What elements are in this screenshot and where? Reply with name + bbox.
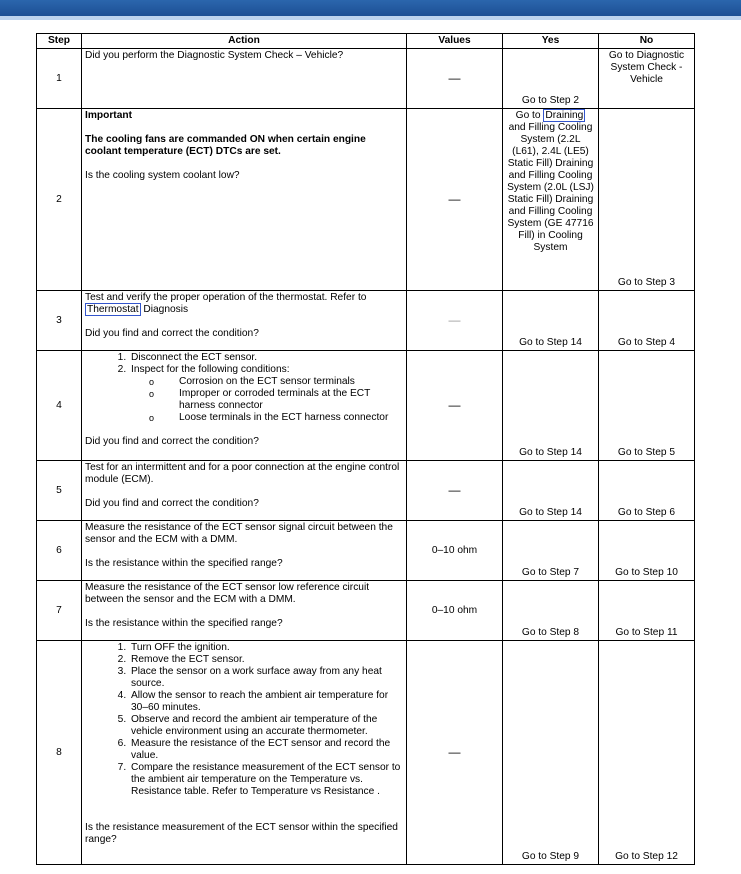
- table-row: [37, 291, 695, 351]
- sub-list-item: o Loose terminals in the ECT harness connector: [175, 412, 403, 424]
- step-number: 2: [37, 109, 82, 291]
- step-number: 1: [37, 49, 82, 109]
- yes-cell: Go to Step 2: [503, 49, 599, 109]
- no-cell: Go to Step 10: [599, 521, 695, 581]
- question-text: Is the resistance within the specified range?: [85, 618, 283, 629]
- yes-cell: Go to Step 8: [503, 581, 599, 641]
- action-cell: [82, 291, 407, 351]
- table-row: [37, 641, 695, 865]
- question-text: Did you find and correct the condition?: [85, 436, 259, 447]
- question-text: Did you find and correct the condition?: [85, 328, 259, 339]
- action-text-end: Diagnosis: [143, 304, 189, 315]
- values-text: —: [448, 70, 461, 85]
- step-number: 8: [37, 641, 82, 865]
- action-cell: [82, 641, 407, 865]
- table-row: [37, 109, 695, 291]
- action-text: Test for an intermittent and for a poor connection at the engine control module (ECM).: [85, 462, 400, 485]
- table-row: [37, 581, 695, 641]
- step-number: 7: [37, 581, 82, 641]
- step-number: 4: [37, 351, 82, 461]
- step-number: 3: [37, 291, 82, 351]
- values-cell: [407, 351, 503, 461]
- action-text: Test and verify the proper operation of the thermostat. Refer to: [85, 292, 367, 303]
- question-text: Is the resistance within the specified range?: [85, 558, 283, 569]
- values-text: —: [448, 397, 461, 412]
- values-cell: [407, 49, 503, 109]
- yes-cell: Go to Step 7: [503, 521, 599, 581]
- values-cell: [407, 641, 503, 865]
- sub-list: [131, 376, 403, 424]
- values-cell: 0–10 ohm: [407, 521, 503, 581]
- no-cell: Go to Step 4: [599, 291, 695, 351]
- values-cell: [407, 291, 503, 351]
- list-item: 1. Turn OFF the ignition.: [129, 642, 403, 654]
- no-cell: Go to Step 6: [599, 461, 695, 521]
- values-cell: [407, 109, 503, 291]
- list-item: 2. Remove the ECT sensor.: [129, 654, 403, 666]
- action-text: Measure the resistance of the ECT sensor low reference circuit between the sensor and the ECM with a DMM.: [85, 582, 370, 605]
- table-row: [37, 461, 695, 521]
- no-cell: Go to Step 11: [599, 581, 695, 641]
- action-cell: [82, 351, 407, 461]
- values-text: —: [448, 312, 461, 327]
- list-item: 5. Observe and record the ambient air temperature of the vehicle environment using an accurate thermometer.: [129, 714, 403, 738]
- action-cell: [82, 461, 407, 521]
- header-step: Step: [37, 34, 82, 49]
- numbered-list: [85, 642, 403, 798]
- header-no: No: [599, 34, 695, 49]
- table-row: [37, 49, 695, 109]
- action-cell: [82, 581, 407, 641]
- values-text: —: [448, 744, 461, 759]
- no-cell: Go to Diagnostic System Check - Vehicle: [599, 49, 695, 109]
- table-row: [37, 351, 695, 461]
- question-text: Did you find and correct the condition?: [85, 498, 259, 509]
- list-item: 3. Place the sensor on a work surface away from any heat source.: [129, 666, 403, 690]
- values-cell: [407, 461, 503, 521]
- yes-cell: Go to Step 14: [503, 461, 599, 521]
- important-label: Important: [85, 110, 132, 121]
- header-yes: Yes: [503, 34, 599, 49]
- thermostat-link[interactable]: Thermostat: [87, 304, 139, 315]
- step-number: 6: [37, 521, 82, 581]
- values-text: —: [448, 191, 461, 206]
- yes-cell: Go to Step 14: [503, 351, 599, 461]
- list-item: 2. Inspect for the following conditions: o Corrosion on the ECT sensor terminals o Improper or corroded terminals at the ECT harness connector o Loose terminals in the ECT harness connector: [129, 364, 403, 424]
- question-text: Did you perform the Diagnostic System Check – Vehicle?: [85, 50, 344, 61]
- numbered-list: [85, 352, 403, 424]
- action-text: Measure the resistance of the ECT sensor signal circuit between the sensor and the ECM with a DMM.: [85, 522, 393, 545]
- no-cell: Go to Step 12: [599, 641, 695, 865]
- action-cell: [82, 49, 407, 109]
- diagnostic-table: [36, 33, 695, 865]
- yes-rest: and Filling Cooling System (2.2L (L61), 2.4L (LE5) Static Fill) Draining and Filling Cooling System (2.0L (LSJ) Static Fill) Draining and Filling Cooling System (GE 47716 Fill) in Cooling System: [507, 122, 594, 253]
- yes-cell: Go to Step 9: [503, 641, 599, 865]
- yes-prefix: Go to: [515, 110, 541, 121]
- step-number: 5: [37, 461, 82, 521]
- table-row: [37, 521, 695, 581]
- yes-cell: Go to Step 14: [503, 291, 599, 351]
- no-cell: Go to Step 5: [599, 351, 695, 461]
- draining-link[interactable]: Draining: [545, 110, 584, 121]
- question-text: Is the resistance measurement of the ECT sensor within the specified range?: [85, 822, 398, 845]
- sub-list-item: o Corrosion on the ECT sensor terminals: [175, 376, 403, 388]
- action-cell: [82, 521, 407, 581]
- list-item: 1. Disconnect the ECT sensor.: [129, 352, 403, 364]
- action-cell: [82, 109, 407, 291]
- important-note: The cooling fans are commanded ON when certain engine coolant temperature (ECT) DTCs are set.: [85, 134, 366, 157]
- no-cell: Go to Step 3: [599, 109, 695, 291]
- values-cell: 0–10 ohm: [407, 581, 503, 641]
- header-action: Action: [82, 34, 407, 49]
- top-banner: [0, 0, 741, 20]
- list-item: 6. Measure the resistance of the ECT sensor and record the value.: [129, 738, 403, 762]
- yes-cell: [503, 109, 599, 291]
- question-text: Is the cooling system coolant low?: [85, 170, 240, 181]
- list-item: 7. Compare the resistance measurement of the ECT sensor to the ambient air temperature on the Temperature vs. Resistance table. Refer to Temperature vs Resistance .: [129, 762, 403, 798]
- list-item: 4. Allow the sensor to reach the ambient air temperature for 30–60 minutes.: [129, 690, 403, 714]
- header-row: [37, 34, 695, 49]
- values-text: —: [448, 482, 461, 497]
- sub-list-item: o Improper or corroded terminals at the ECT harness connector: [175, 388, 403, 412]
- header-values: Values: [407, 34, 503, 49]
